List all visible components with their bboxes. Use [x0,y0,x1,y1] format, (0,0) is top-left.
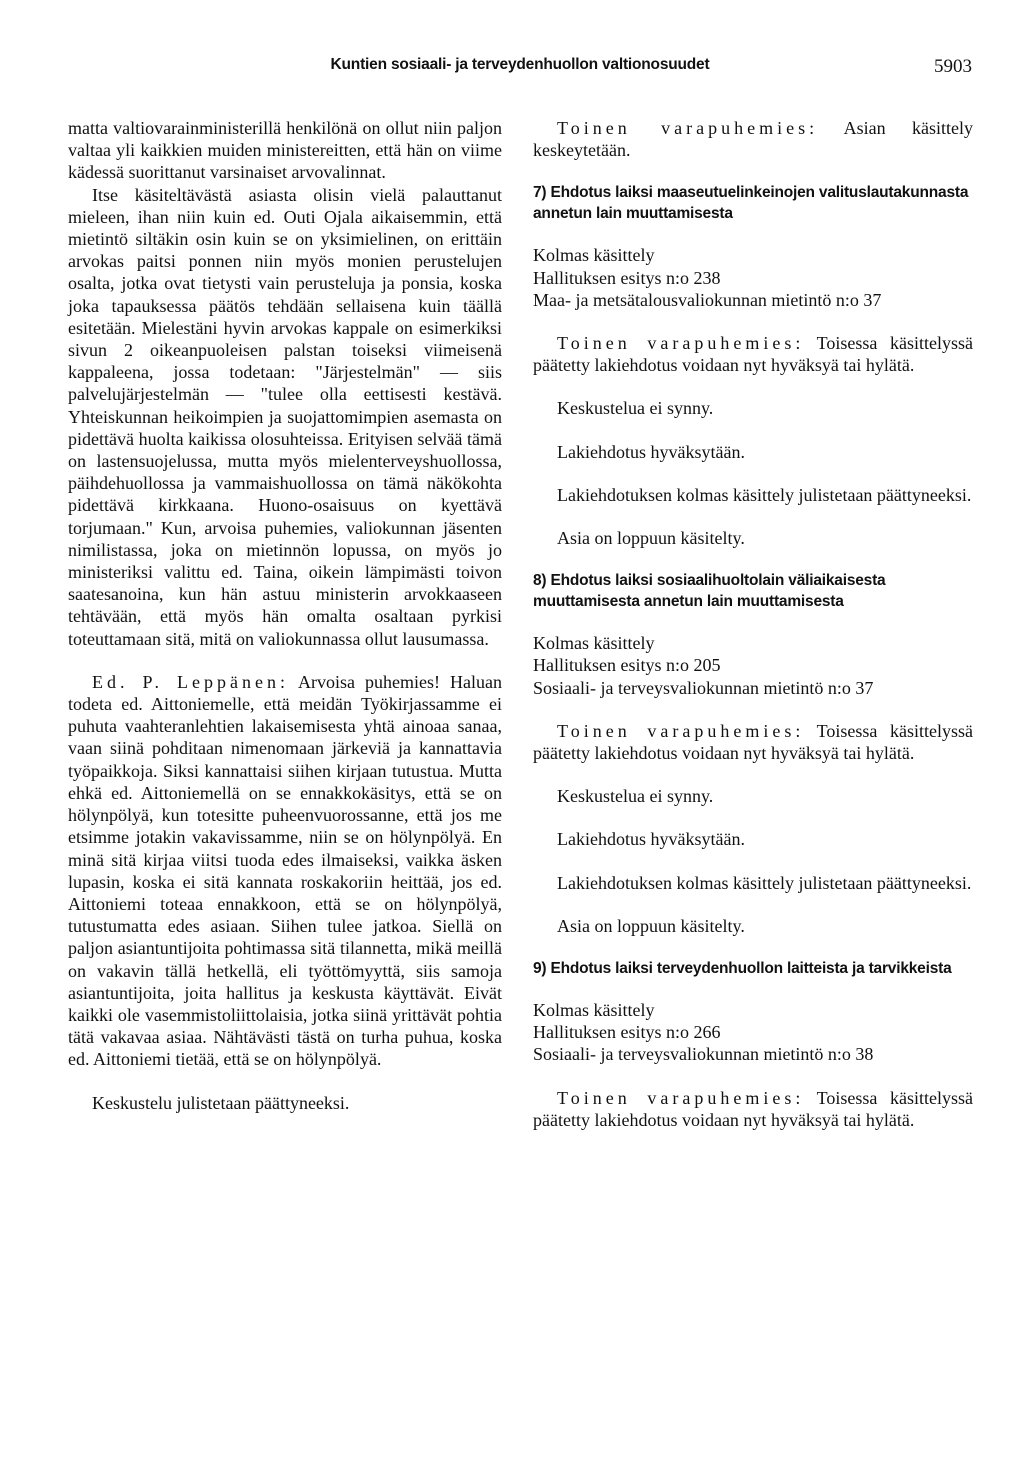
page-number: 5903 [934,56,972,77]
agenda-item-heading: 8) Ehdotus laiksi sosiaalihuoltolain väliaikaisesta muuttamisesta annetun lain muuttamisesta [533,572,886,611]
left-column [68,117,502,1114]
page-header [68,56,972,86]
reading-stage: Kolmas käsittely [533,245,655,266]
reading-stage: Kolmas käsittely [533,1000,655,1021]
government-proposal: Hallituksen esitys n:o 266 [533,1022,721,1043]
right-column [533,117,973,1131]
committee-report: Maa- ja metsätalousvaliokunnan mietintö n:o 37 [533,289,882,310]
running-title: Kuntien sosiaali- ja terveydenhuollon valtionosuudet [330,56,710,73]
committee-report: Sosiaali- ja terveysvaliokunnan mietintö n:o 38 [533,1044,874,1065]
speech-varapuhemies: Toinen varapuhemies: Asian käsittely keskeytetään. [533,118,973,161]
minutes-line: Lakiehdotus hyväksytään. [557,829,745,850]
closing-line: Keskustelu julistetaan päättyneeksi. [92,1092,350,1113]
minutes-line: Lakiehdotuksen kolmas käsittely julistetaan päättyneeksi. [557,484,972,505]
minutes-line: Asia on loppuun käsitelty. [557,915,745,936]
minutes-line: Lakiehdotuksen kolmas käsittely julistetaan päättyneeksi. [557,872,972,893]
speech-varapuhemies: Toinen varapuhemies: Toisessa käsittelyssä päätetty lakiehdotus voidaan nyt hyväksyä tai hylätä. [533,720,973,764]
minutes-line: Keskustelua ei synny. [557,786,714,807]
agenda-item-heading: 9) Ehdotus laiksi terveydenhuollon laitteista ja tarvikkeista [533,960,952,978]
speaker-name: Toinen varapuhemies: [557,1087,805,1108]
reading-stage: Kolmas käsittely [533,633,655,654]
speaker-name: Toinen varapuhemies: [557,333,805,354]
agenda-item-details [533,999,973,1066]
speaker-name: Ed. P. Leppänen: [92,671,289,692]
speech-text: Arvoisa puhemies! Haluan todeta ed. Aittoniemelle, että meidän Työkirjassamme ei puhuta vaahteranlehtien lakaisemisesta yhtä ainoaa sanaa, vaan siinä pohditaan nimenomaan järkeviä ja kannattavia työpaikkoja. Siksi kannattaisi siihen kirjaan tutustua. Mutta ehkä ed. Aittoniemellä on se ennakkokäsitys, että se on hölynpölyä, kun totesitte puheenvuorossanne, että jos me etsimme jotakin vakavissamme, niin se on hölynpölyä. En minä sitä kirjaa viitsi tuoda edes ilmaiseksi, vaikka äsken lupasin, koska ei sitä kannata roskakoriin heittää, jos ed. Aittoniemi toteaa ennakkoon, että se on hölynpölyä, tutustumatta edes asiaan. Siihen tulee jatkoa. Siellä on paljon asiantuntijoita pohtimassa sitä tilannetta, mikä meillä on vakavin tällä hetkellä, eli työttömyyttä, siis samoja asiantuntijoita, joita hallitus ja keskusta käyttävät. Eivät kaikki ole vasemmistoliittolaisia, jotka siinä yrittävät pohtia tätä vakavaa asiaa. Nähtävästi tästä on turha puhua, koska ed. Aittoniemi tietää, että se on hölynpölyä. [68,671,502,1070]
minutes-line: Keskustelua ei synny. [557,398,714,419]
government-proposal: Hallituksen esitys n:o 238 [533,267,721,288]
government-proposal: Hallituksen esitys n:o 205 [533,655,721,676]
speech-varapuhemies: Toinen varapuhemies: Toisessa käsittelyssä päätetty lakiehdotus voidaan nyt hyväksyä tai hylätä. [533,333,973,376]
committee-report: Sosiaali- ja terveysvaliokunnan mietintö n:o 37 [533,677,874,698]
speech-leppanen [68,671,502,1071]
speaker-name: Toinen varapuhemies: [557,720,805,741]
minutes-line: Asia on loppuun käsitelty. [557,528,745,549]
speech-varapuhemies: Toinen varapuhemies: Toisessa käsittelyssä päätetty lakiehdotus voidaan nyt hyväksyä tai hylätä. [533,1087,973,1130]
paragraph: matta valtiovarainministerillä henkilönä on ollut niin paljon valtaa yli kaikkien muiden ministereitten, että hän on viime kädessä suorittanut varsinaiset arvovalinnat. [68,118,502,183]
agenda-item-details [533,244,973,311]
minutes-line: Lakiehdotus hyväksytään. [557,441,745,462]
agenda-item-details [533,632,973,699]
paragraph: Itse käsiteltävästä asiasta olisin vielä palauttanut mieleen, ihan niin kuin ed. Outi Ojala aikaisemmin, että mietintö siltäkin osin kuin se on yksimielinen, on erittäin arvokas paitsi ponnen niin myös monien perustelujen osalta, jotka ovat tietysti vain perusteluja ja ponsia, koska joka tapauksessa päätös tehdään sellaisena kuin täällä esitetään. Mielestäni hyvin arvokas kappale on esimerkiksi sivun 2 oikeanpuoleisen palstan toiseksi viimeisenä kappaleena, jossa todetaan: "Järjestelmän" — siis palvelujärjestelmän — "tulee olla eettisesti kestävä. Yhteiskunnan heikoimpien ja suojattomimpien asemasta on pidettävä huolta kaikissa olosuhteissa. Erityisen selvää tämä on lastensuojelussa, mutta myös mielenterveyshuollossa, päihdehuollossa ja vammaishuollossa on tämä näkökohta pidettävä kirkkaana. Huono-osaisuus on kyettävä torjumaan." Kun, arvoisa puhemies, valiokunnan jäsenten nimilistassa, joka on mietinnön lopussa, on myös jo ministeriksi valittu ed. Taina, oikein lämpimästi toivon saatesanoina, kun hän astuu ministerin arvokkaaseen tehtävään, että myös hän omalta osaltaan pyrkisi toteuttamaan sitä, mitä on valiokunnassa ollut lausumassa. [68,184,502,649]
agenda-item-heading: 7) Ehdotus laiksi maaseutuelinkeinojen valituslautakunnasta annetun lain muuttamisesta [533,184,969,223]
speaker-name: Toinen varapuhemies: [557,118,819,138]
